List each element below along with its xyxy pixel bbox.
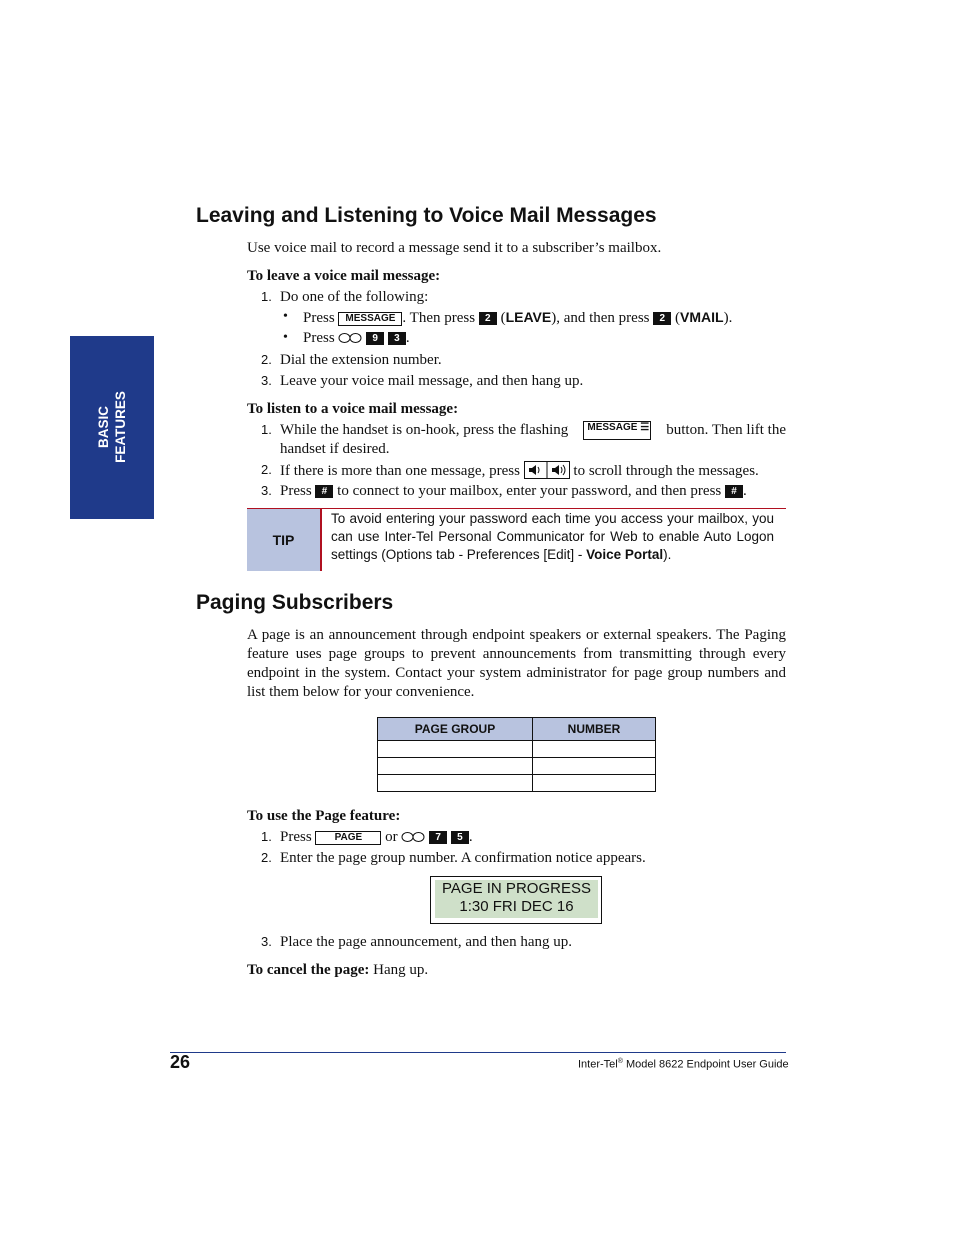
volume-icon bbox=[525, 462, 569, 478]
step-number: 1. bbox=[261, 829, 272, 844]
key-9: 9 bbox=[366, 332, 384, 345]
page-number: 26 bbox=[170, 1052, 191, 1072]
tip-rule bbox=[247, 508, 786, 509]
step-text: Place the page announcement, and then hang up. bbox=[280, 934, 572, 950]
tip-divider bbox=[320, 509, 322, 571]
message-key-flashing: MESSAGE ☰ bbox=[583, 421, 651, 440]
key-7: 7 bbox=[429, 831, 447, 844]
feature-infinity-icon bbox=[338, 332, 362, 344]
step-number: 2. bbox=[261, 462, 272, 477]
use-page-heading: To use the Page feature: bbox=[247, 808, 401, 824]
column-header: NUMBER bbox=[533, 718, 656, 741]
tip-text: To avoid entering your password each time you access your mailbox, you can use Inter-Tel Personal Communicator for Web to enable Auto Logon settings (Options tab - Preferences [Edit] - Voice Portal). bbox=[331, 511, 774, 562]
side-tab-label: BASIC FEATURES bbox=[96, 391, 128, 463]
cancel-page-text: To cancel the page: Hang up. bbox=[247, 962, 429, 978]
step-text: Dial the extension number. bbox=[280, 352, 442, 368]
key-3: 3 bbox=[388, 332, 406, 345]
step-number: 3. bbox=[261, 483, 272, 498]
menu-lines-icon: ☰ bbox=[640, 422, 650, 433]
section-title-voice-mail: Leaving and Listening to Voice Mail Messages bbox=[196, 204, 657, 227]
step-text: handset if desired. bbox=[280, 441, 390, 457]
step-text: Press # to connect to your mailbox, enter your password, and then press # . bbox=[280, 483, 747, 499]
bullet: • bbox=[283, 309, 288, 324]
intro-text: Use voice mail to record a message send it to a subscriber’s mailbox. bbox=[247, 240, 662, 256]
message-key: MESSAGE bbox=[338, 312, 402, 326]
step-number: 3. bbox=[261, 934, 272, 949]
page-group-table bbox=[377, 717, 656, 792]
volume-keys bbox=[524, 461, 570, 479]
step-number: 3. bbox=[261, 373, 272, 388]
tip-label: TIP bbox=[247, 509, 320, 571]
section-title-paging: Paging Subscribers bbox=[196, 591, 394, 614]
page-key: PAGE bbox=[315, 831, 381, 845]
column-header: PAGE GROUP bbox=[378, 718, 533, 741]
step-text: While the handset is on-hook, press the flashing MESSAGE ☰ button. Then lift the bbox=[280, 422, 786, 438]
feature-infinity-icon bbox=[401, 831, 425, 843]
footer-title: Inter-Tel® Model 8622 Endpoint User Guide bbox=[578, 1058, 789, 1071]
step-text: Enter the page group number. A confirmation notice appears. bbox=[280, 850, 646, 866]
table-row bbox=[378, 775, 656, 792]
table-row bbox=[378, 741, 656, 758]
bullet-leave-message: Press MESSAGE . Then press 2 (LEAVE), and then press 2 (VMAIL). bbox=[303, 309, 733, 326]
listen-heading: To listen to a voice mail message: bbox=[247, 401, 459, 417]
step-number: 1. bbox=[261, 289, 272, 304]
key-2: 2 bbox=[653, 312, 671, 325]
display-text: PAGE IN PROGRESS 1:30 FRI DEC 16 bbox=[435, 880, 598, 918]
pound-key: # bbox=[315, 485, 333, 498]
step-text: Press PAGE or 7 5 . bbox=[280, 829, 473, 845]
step-number: 2. bbox=[261, 352, 272, 367]
leave-heading: To leave a voice mail message: bbox=[247, 268, 441, 284]
bullet: • bbox=[283, 330, 288, 345]
step-text: Do one of the following: bbox=[280, 289, 429, 305]
step-number: 1. bbox=[261, 422, 272, 437]
key-2: 2 bbox=[479, 312, 497, 325]
step-text: Leave your voice mail message, and then hang up. bbox=[280, 373, 584, 389]
paging-intro: A page is an announcement through endpoint speakers or external speakers. The Paging feature uses page groups to prevent announcements from transmitting through every endpoint in the system. Contact your system administrator for page group numbers and list them below for your convenience. bbox=[247, 627, 786, 700]
step-text: If there is more than one message, press to scroll through the messages. bbox=[280, 463, 759, 479]
step-number: 2. bbox=[261, 850, 272, 865]
bullet-dial-code: Press 9 3 . bbox=[303, 330, 410, 346]
key-5: 5 bbox=[451, 831, 469, 844]
display-screen bbox=[430, 876, 602, 924]
footer-rule bbox=[170, 1052, 786, 1053]
table-row bbox=[378, 758, 656, 775]
pound-key: # bbox=[725, 485, 743, 498]
